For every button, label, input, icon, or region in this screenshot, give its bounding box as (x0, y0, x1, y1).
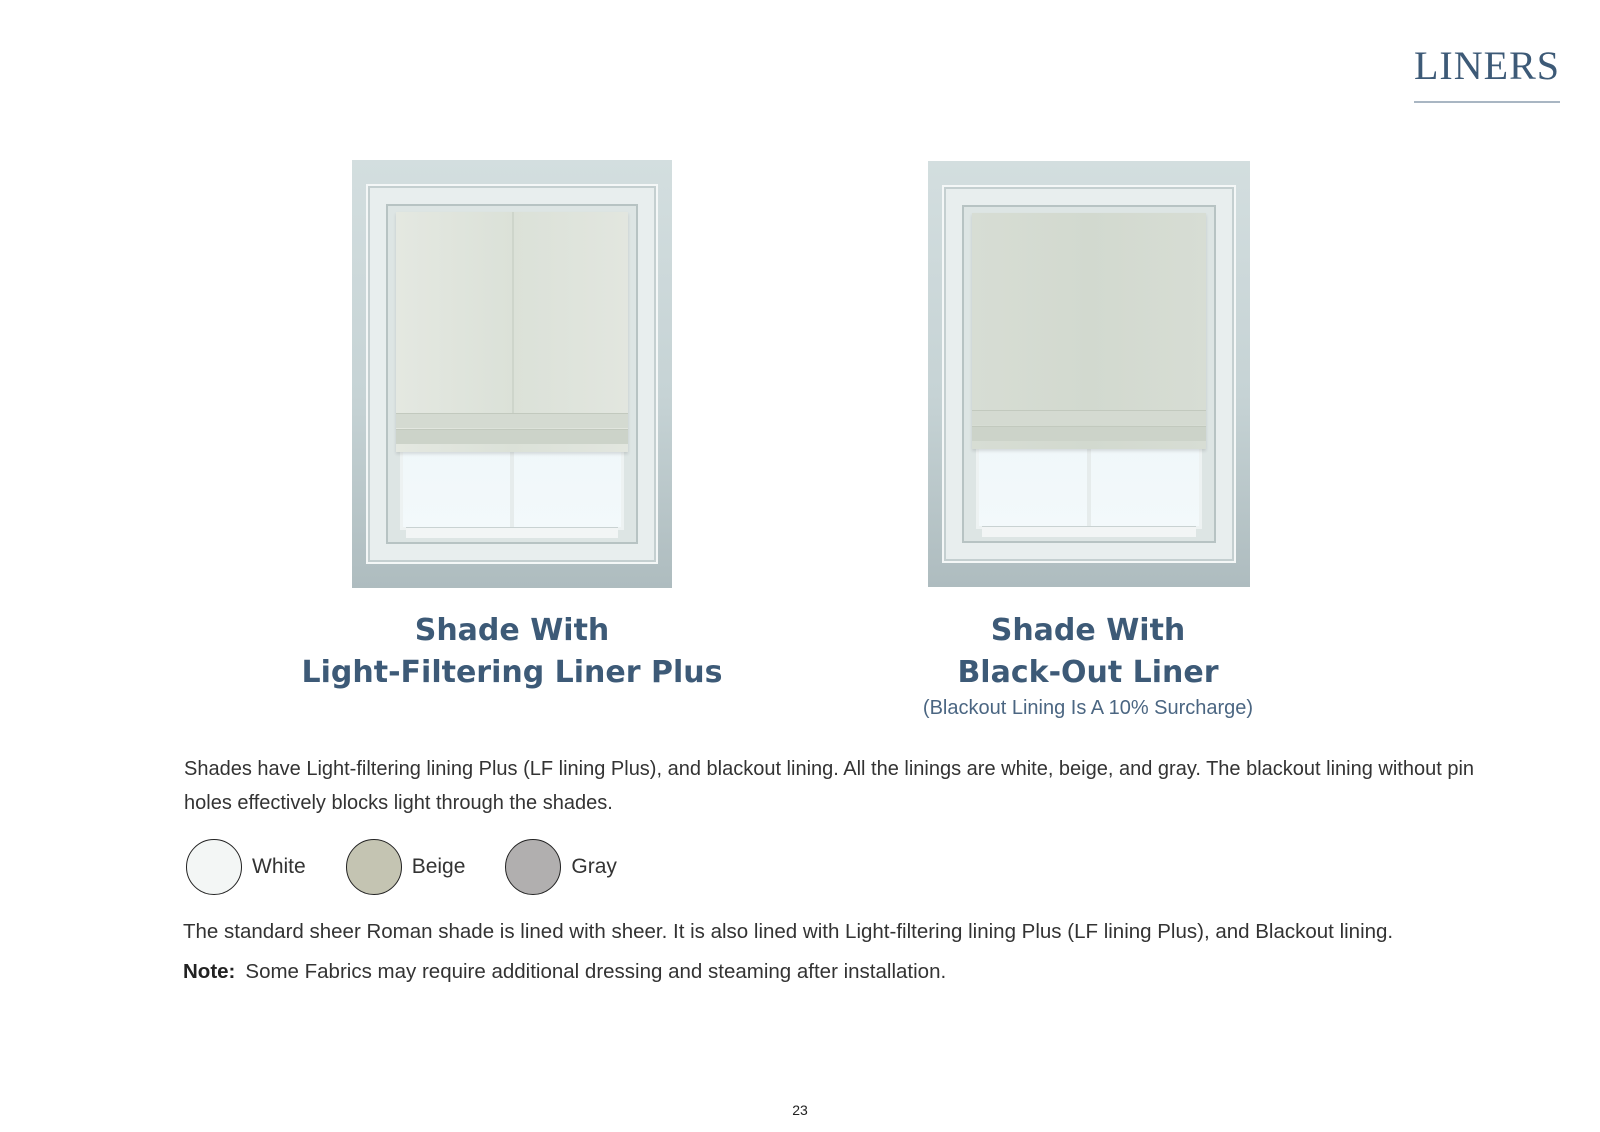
swatch-label: White (252, 855, 306, 878)
note-label: Note: (183, 960, 236, 983)
installation-note (183, 960, 1483, 984)
caption-line: Shade With (414, 613, 610, 648)
section-title: LINERS (1414, 42, 1560, 103)
page-number: 23 (792, 1102, 808, 1118)
lining-description: Shades have Light-filtering lining Plus (LF lining Plus), and blackout lining. All the linings are white, beige, and gray. The blackout lining without pin holes effectively blocks light through the shades. (184, 758, 1475, 814)
swatch-label: Gray (571, 855, 617, 878)
light-filtering-shade-photo (352, 160, 672, 588)
swatch-gray (505, 839, 617, 895)
sheer-lining-text: The standard sheer Roman shade is lined with sheer. It is also lined with Light-filtering lining Plus (LF lining Plus), and Blackout lining. (183, 920, 1394, 943)
swatch-circle (186, 839, 242, 895)
swatch-beige (346, 839, 466, 895)
blackout-surcharge-note: (Blackout Lining Is A 10% Surcharge) (922, 697, 1254, 719)
caption-line: Black-Out Liner (957, 655, 1219, 690)
light-filtering-caption (262, 610, 762, 694)
swatch-circle (346, 839, 402, 895)
caption-line: Shade With (990, 613, 1186, 648)
color-swatches (186, 837, 657, 897)
note-text: Some Fabrics may require additional dressing and steaming after installation. (245, 960, 947, 983)
blackout-caption (838, 610, 1338, 694)
blackout-shade-photo (928, 161, 1250, 587)
swatch-white (186, 839, 306, 895)
swatch-label: Beige (411, 855, 466, 878)
swatch-circle (505, 839, 561, 895)
caption-line: Light-Filtering Liner Plus (301, 655, 723, 690)
